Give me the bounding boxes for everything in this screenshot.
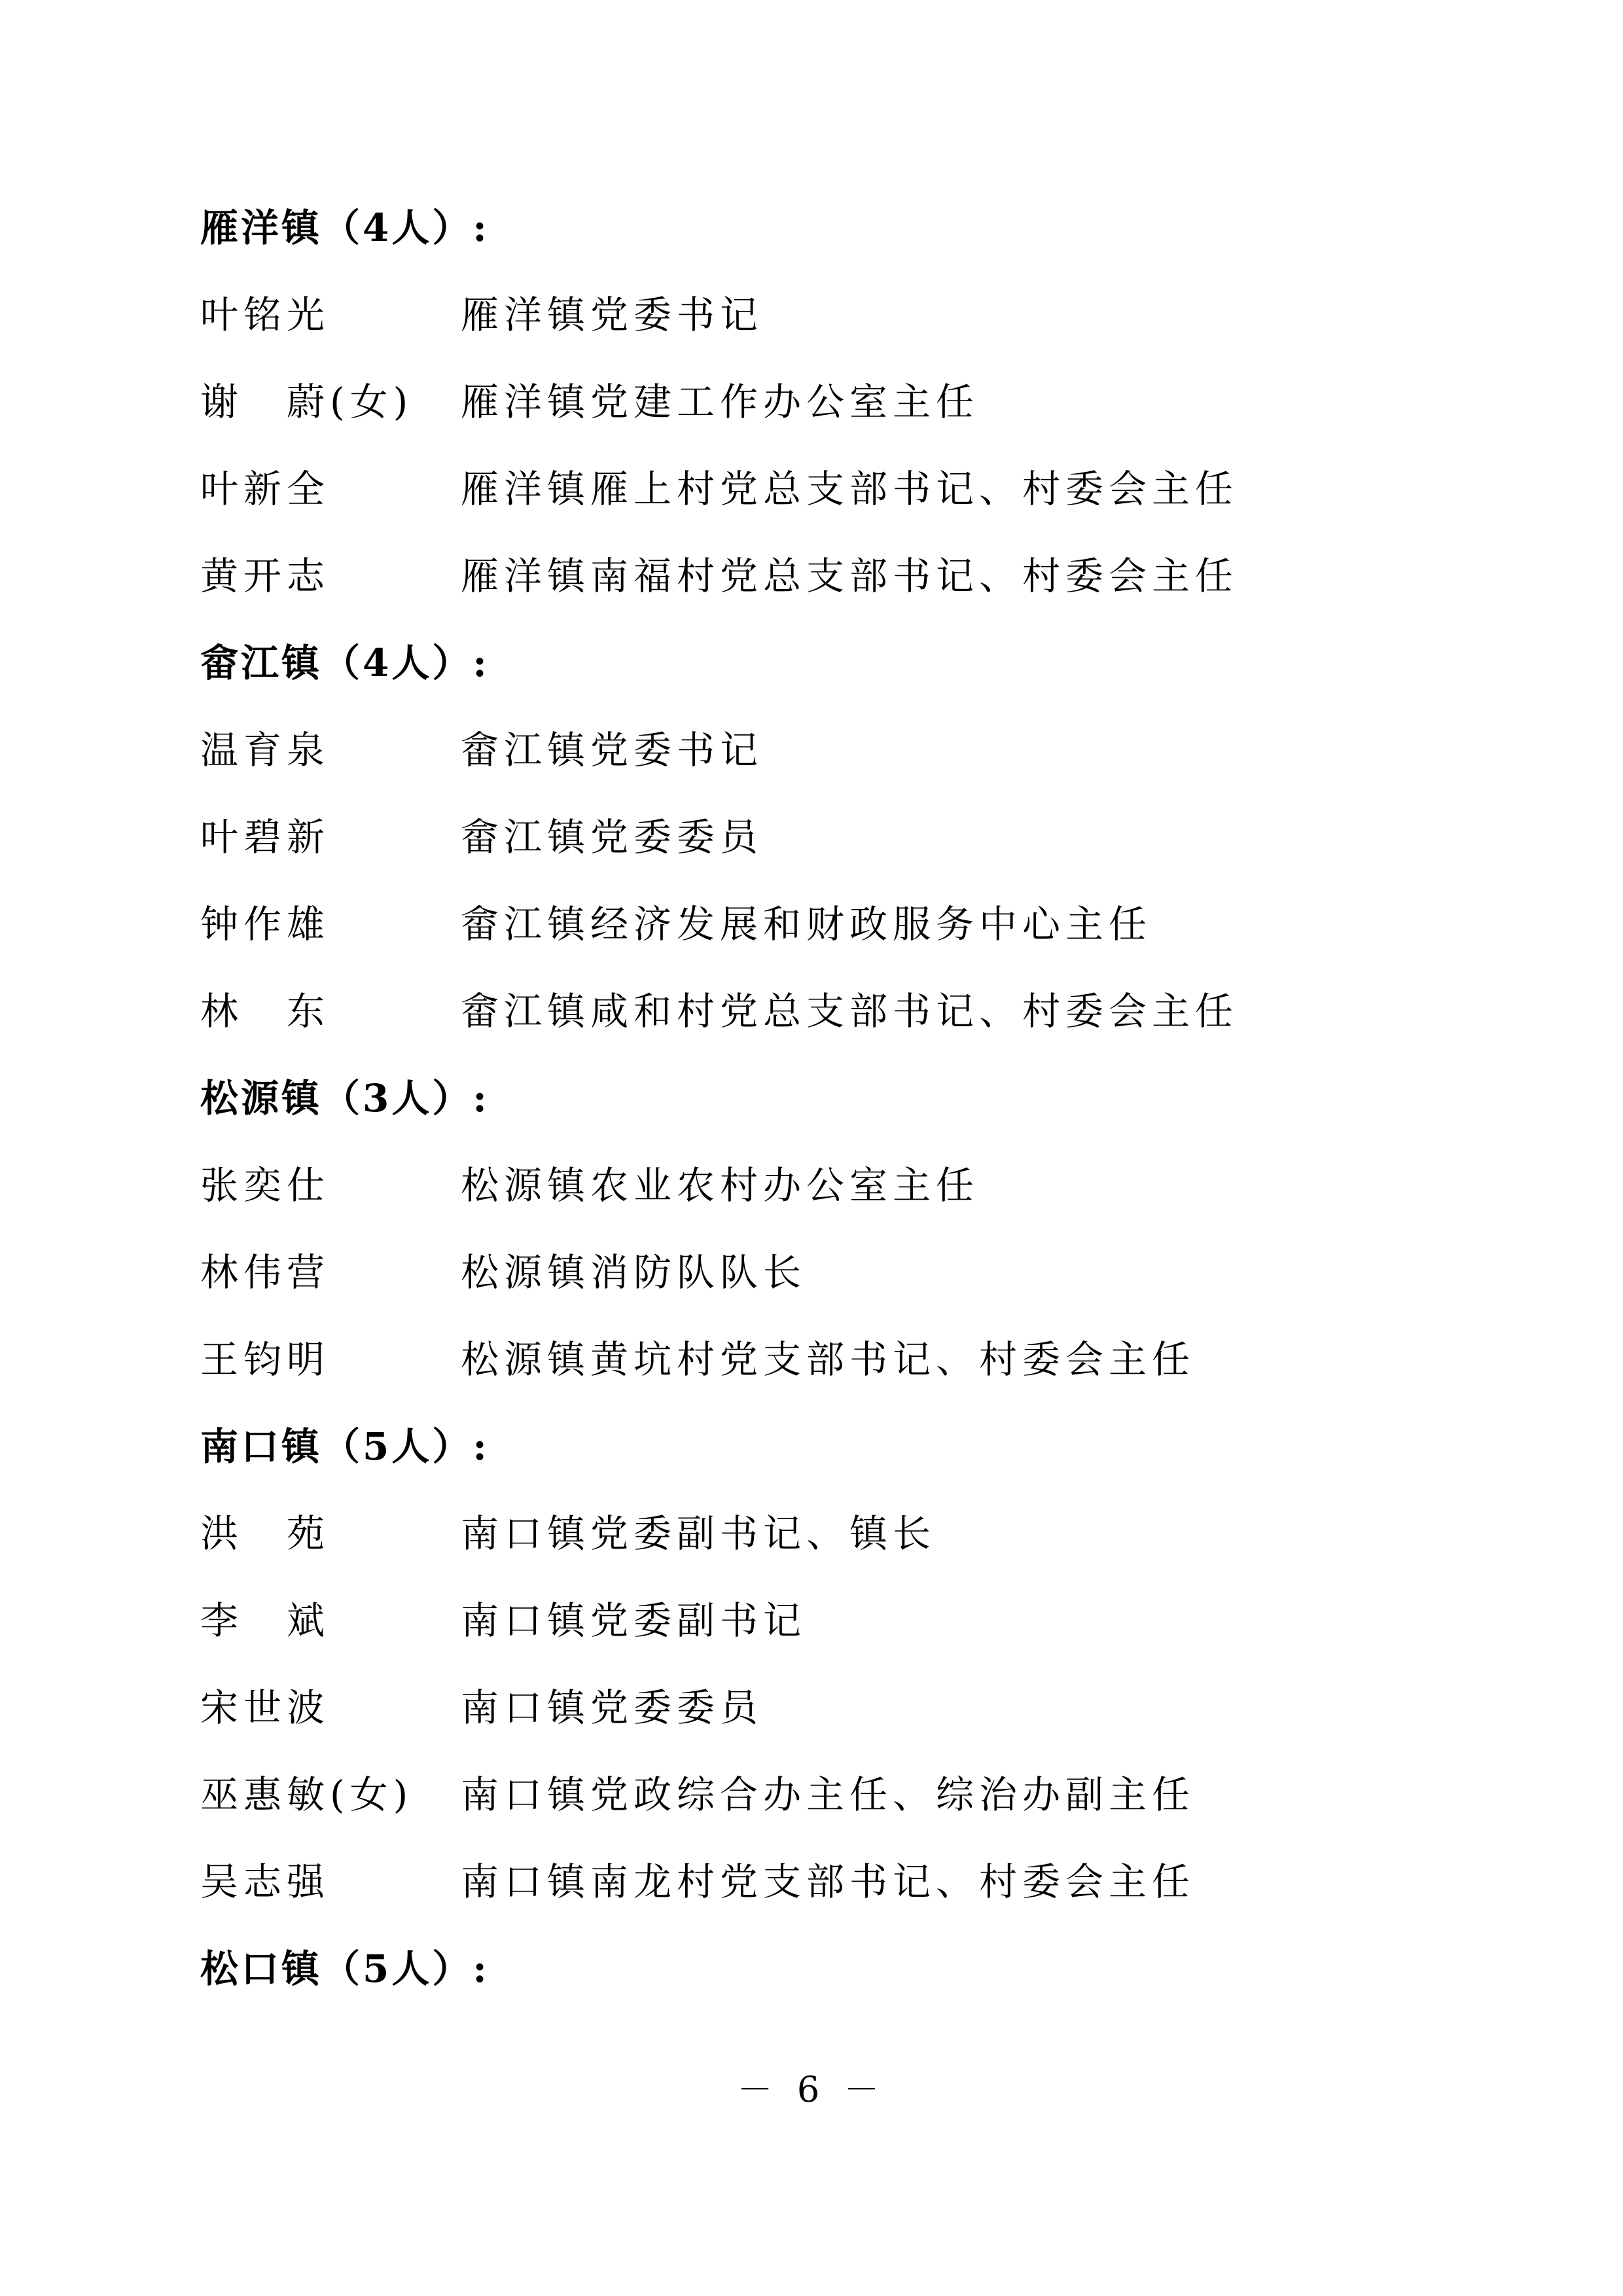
member-row [200, 1751, 1444, 1839]
member-row [200, 359, 1444, 446]
member-name: 黄开志 [200, 554, 330, 598]
member-name: 张奕仕 [200, 1163, 330, 1208]
member-name: 叶碧新 [200, 815, 330, 859]
section-heading: 松源镇（3人）: [200, 1076, 490, 1121]
section-heading: 松口镇（5人）: [200, 1946, 490, 1991]
member-title: 雁洋镇党委书记 [461, 293, 764, 337]
member-name: 叶铭光 [200, 293, 330, 337]
member-row [200, 794, 1444, 881]
member-title: 南口镇党委委员 [461, 1685, 764, 1730]
member-row [200, 1142, 1444, 1229]
member-name: 宋世波 [200, 1685, 330, 1730]
member-name: 李 斌 [200, 1598, 330, 1643]
member-row [200, 533, 1444, 620]
member-title: 松源镇黄坑村党支部书记、村委会主任 [461, 1337, 1196, 1382]
member-title: 畲江镇党委书记 [461, 728, 764, 772]
member-row [200, 968, 1444, 1055]
member-row [200, 1229, 1444, 1316]
member-title: 松源镇农业农村办公室主任 [461, 1163, 980, 1208]
member-title: 南口镇党政综合办主任、综治办副主任 [461, 1772, 1196, 1817]
member-row [200, 1664, 1444, 1751]
member-row [200, 446, 1444, 533]
member-title: 南口镇党委副书记、镇长 [461, 1511, 936, 1556]
member-name: 吴志强 [200, 1859, 330, 1904]
section-heading: 畲江镇（4人）: [200, 641, 490, 685]
member-name: 林 东 [200, 989, 330, 1033]
member-name: 温育泉 [200, 728, 330, 772]
member-title: 松源镇消防队队长 [461, 1250, 807, 1295]
member-title: 雁洋镇党建工作办公室主任 [461, 380, 980, 424]
member-title: 南口镇南龙村党支部书记、村委会主任 [461, 1859, 1196, 1904]
section-heading: 南口镇（5人）: [200, 1424, 490, 1469]
member-title: 畲江镇经济发展和财政服务中心主任 [461, 902, 1152, 946]
member-name: 巫惠敏(女) [200, 1772, 414, 1817]
member-name: 钟作雄 [200, 902, 330, 946]
section-heading: 雁洋镇（4人）: [200, 206, 490, 250]
member-row [200, 881, 1444, 968]
member-title: 畲江镇党委委员 [461, 815, 764, 859]
member-name: 叶新全 [200, 467, 330, 511]
member-name: 林伟营 [200, 1250, 330, 1295]
member-title: 南口镇党委副书记 [461, 1598, 807, 1643]
member-row [200, 272, 1444, 359]
member-title: 雁洋镇雁上村党总支部书记、村委会主任 [461, 467, 1239, 511]
member-list [200, 185, 1444, 2013]
member-title: 雁洋镇南福村党总支部书记、村委会主任 [461, 554, 1239, 598]
member-row [200, 1316, 1444, 1403]
member-name: 洪 苑 [200, 1511, 330, 1556]
member-row [200, 1490, 1444, 1577]
member-row [200, 1577, 1444, 1664]
member-name: 谢 蔚(女) [200, 380, 414, 424]
member-row [200, 1839, 1444, 1926]
member-name: 王钧明 [200, 1337, 330, 1382]
page-number: － 6 － [737, 2069, 886, 2110]
member-row [200, 707, 1444, 794]
member-title: 畲江镇咸和村党总支部书记、村委会主任 [461, 989, 1239, 1033]
